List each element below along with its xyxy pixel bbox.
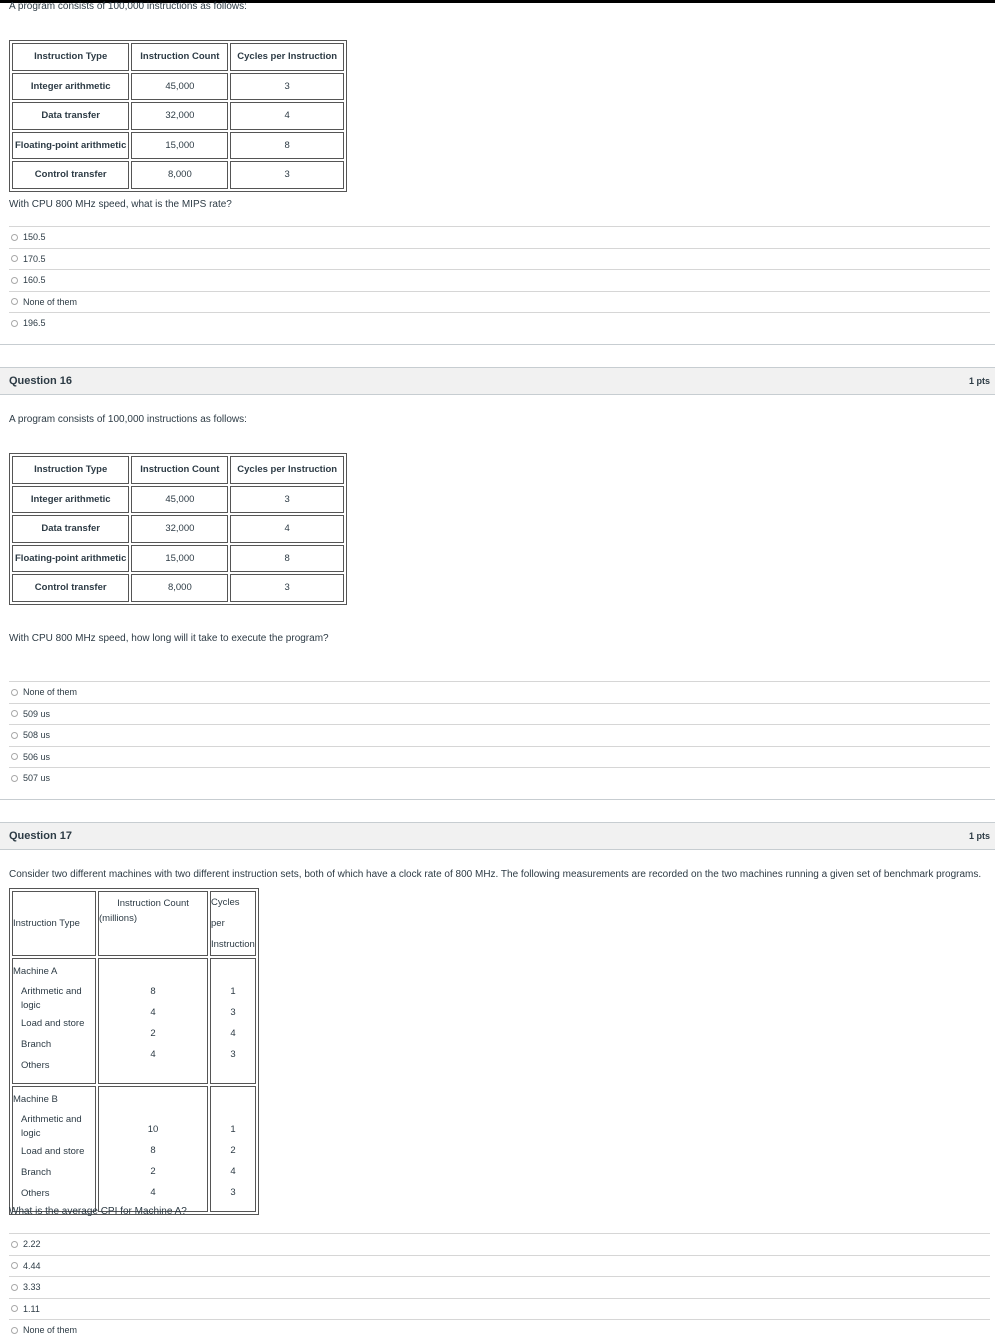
q16-prompt: With CPU 800 MHz speed, how long will it take to execute the program?	[9, 633, 329, 644]
q16-row-type: Control transfer	[12, 574, 129, 602]
answer-option[interactable]	[9, 1319, 990, 1338]
q16-points: 1 pts	[968, 376, 990, 386]
q15-options	[9, 226, 990, 334]
answer-option[interactable]	[9, 767, 990, 789]
answer-label: 507 us	[23, 773, 51, 784]
radio-icon[interactable]	[11, 277, 18, 284]
q16-header-count: Instruction Count	[131, 456, 228, 484]
q16-options	[9, 681, 990, 789]
q17-machine-a-cycles	[210, 958, 256, 1084]
q16-row-count: 8,000	[131, 574, 228, 602]
q15-row-cpi: 3	[230, 161, 344, 189]
q15-prompt: With CPU 800 MHz speed, what is the MIPS rate?	[9, 199, 232, 210]
q17-title: Question 17	[9, 830, 72, 842]
answer-option[interactable]	[9, 312, 990, 334]
q16-row-cpi: 8	[230, 545, 344, 573]
answer-label: 3.33	[23, 1282, 41, 1293]
machine-a-count: 2	[150, 1028, 156, 1039]
q17-header-count-line1: Instruction Count	[117, 898, 189, 909]
q15-row-count: 8,000	[131, 161, 228, 189]
machine-b-count: 10	[147, 1124, 159, 1135]
answer-label: 160.5	[23, 275, 46, 286]
q15-header-type: Instruction Type	[12, 43, 129, 71]
machine-a-cycles: 3	[230, 1049, 236, 1060]
q17-machine-b-cycles	[210, 1086, 256, 1212]
q15-row-count: 45,000	[131, 73, 228, 101]
q17-points: 1 pts	[968, 831, 990, 841]
answer-label: 170.5	[23, 253, 46, 264]
machine-a-cycles: 1	[230, 986, 236, 997]
q15-row-cpi: 3	[230, 73, 344, 101]
q16-row-cpi: 4	[230, 515, 344, 543]
machine-b-count: 2	[150, 1166, 156, 1177]
machine-a-count: 8	[150, 986, 156, 997]
machine-a-cycles: 4	[230, 1028, 236, 1039]
answer-option[interactable]	[9, 681, 990, 703]
q15-row-count: 32,000	[131, 102, 228, 130]
answer-label: 506 us	[23, 751, 51, 762]
q15-row-type: Integer arithmetic	[12, 73, 129, 101]
answer-option[interactable]	[9, 269, 990, 291]
machine-a-count: 4	[150, 1007, 156, 1018]
q17-prompt: What is the average CPI for Machine A?	[9, 1206, 187, 1217]
q17-header-type-text: Instruction Type	[13, 918, 80, 929]
q15-table	[9, 40, 347, 192]
q17-options	[9, 1233, 990, 1338]
q15-header-count: Instruction Count	[131, 43, 228, 71]
machine-a-type: Arithmetic and logic	[21, 986, 82, 1011]
q16-row-type: Floating-point arithmetic	[12, 545, 129, 573]
answer-option[interactable]	[9, 248, 990, 270]
machine-a-type: Others	[21, 1060, 50, 1071]
q17-intro: Consider two different machines with two different instruction sets, both of which have a clock rate of 800 MHz. The following measurements are recorded on the two machines running a given set of benchmark programs.	[9, 869, 982, 880]
q15-row-type: Control transfer	[12, 161, 129, 189]
machine-a-type: Load and store	[21, 1018, 85, 1029]
q16-row-count: 45,000	[131, 486, 228, 514]
radio-icon[interactable]	[11, 1305, 18, 1312]
q15-row-cpi: 4	[230, 102, 344, 130]
q15-row-type: Data transfer	[12, 102, 129, 130]
radio-icon[interactable]	[11, 1327, 18, 1334]
answer-option[interactable]	[9, 1255, 990, 1277]
q17-header-cpi-line2: Instruction	[211, 939, 255, 950]
q17-header-count	[98, 891, 208, 956]
q15-row-type: Floating-point arithmetic	[12, 132, 129, 160]
q15-header-cpi: Cycles per Instruction	[230, 43, 344, 71]
q15-row-count: 15,000	[131, 132, 228, 160]
q17-header	[0, 822, 995, 850]
machine-b-type: Load and store	[21, 1146, 85, 1157]
q17-machine-b-types	[12, 1086, 96, 1212]
answer-option[interactable]	[9, 1233, 990, 1255]
radio-icon[interactable]	[11, 298, 18, 305]
machine-b-count: 8	[150, 1145, 156, 1156]
radio-icon[interactable]	[11, 1262, 18, 1269]
q16-row-type: Data transfer	[12, 515, 129, 543]
answer-option[interactable]	[9, 746, 990, 768]
answer-label: None of them	[23, 296, 78, 307]
radio-icon[interactable]	[11, 732, 18, 739]
machine-b-type: Branch	[21, 1167, 52, 1178]
answer-label: 1.11	[23, 1303, 40, 1314]
machine-b-count: 4	[150, 1187, 156, 1198]
q17-header-type	[12, 891, 96, 956]
q17-machine-b-counts	[98, 1086, 208, 1212]
q16-header-cpi: Cycles per Instruction	[230, 456, 344, 484]
q17-header-cpi	[210, 891, 256, 956]
q17-machine-a-counts	[98, 958, 208, 1084]
radio-icon[interactable]	[11, 1241, 18, 1248]
q16-header-type: Instruction Type	[12, 456, 129, 484]
q15-intro: A program consists of 100,000 instructions as follows:	[9, 1, 247, 12]
answer-label: 2.22	[23, 1239, 41, 1250]
answer-label: 509 us	[23, 708, 51, 719]
machine-b-type: Others	[21, 1188, 50, 1199]
machine-a-count: 4	[150, 1049, 156, 1060]
machine-a-label: Machine A	[13, 966, 58, 977]
q16-table	[9, 453, 347, 605]
q16-header	[0, 367, 995, 395]
answer-option[interactable]	[9, 291, 990, 313]
machine-b-cycles: 1	[230, 1124, 236, 1135]
q17-table	[9, 888, 259, 1215]
machine-b-type: Arithmetic and logic	[21, 1114, 82, 1139]
machine-b-cycles: 3	[230, 1187, 236, 1198]
radio-icon[interactable]	[11, 1284, 18, 1291]
answer-label: None of them	[23, 687, 78, 698]
answer-label: None of them	[23, 1325, 78, 1336]
radio-icon[interactable]	[11, 753, 18, 760]
machine-a-type: Branch	[21, 1039, 52, 1050]
question-divider	[0, 344, 995, 345]
answer-option[interactable]	[9, 703, 990, 725]
q15-row-cpi: 8	[230, 132, 344, 160]
radio-icon[interactable]	[11, 710, 18, 717]
q17-header-count-line2: (millions)	[99, 913, 137, 924]
radio-icon[interactable]	[11, 775, 18, 782]
machine-a-cycles: 3	[230, 1007, 236, 1018]
machine-b-cycles: 2	[230, 1145, 236, 1156]
answer-option[interactable]	[9, 1276, 990, 1298]
machine-b-cycles: 4	[230, 1166, 236, 1177]
radio-icon[interactable]	[11, 234, 18, 241]
answer-option[interactable]	[9, 1298, 990, 1320]
answer-option[interactable]	[9, 724, 990, 746]
q16-row-count: 15,000	[131, 545, 228, 573]
q16-row-cpi: 3	[230, 486, 344, 514]
radio-icon[interactable]	[11, 255, 18, 262]
q16-row-count: 32,000	[131, 515, 228, 543]
answer-option[interactable]	[9, 226, 990, 248]
radio-icon[interactable]	[11, 320, 18, 327]
machine-b-label: Machine B	[13, 1094, 58, 1105]
q16-row-cpi: 3	[230, 574, 344, 602]
answer-label: 4.44	[23, 1260, 41, 1271]
radio-icon[interactable]	[11, 689, 18, 696]
question-divider	[0, 799, 995, 800]
answer-label: 150.5	[23, 232, 46, 243]
q16-intro: A program consists of 100,000 instructions as follows:	[9, 414, 247, 425]
q17-header-cpi-line1: Cycles per	[211, 897, 240, 929]
answer-label: 196.5	[23, 318, 46, 329]
q16-title: Question 16	[9, 375, 72, 387]
q16-row-type: Integer arithmetic	[12, 486, 129, 514]
answer-label: 508 us	[23, 730, 51, 741]
q17-machine-a-types	[12, 958, 96, 1084]
